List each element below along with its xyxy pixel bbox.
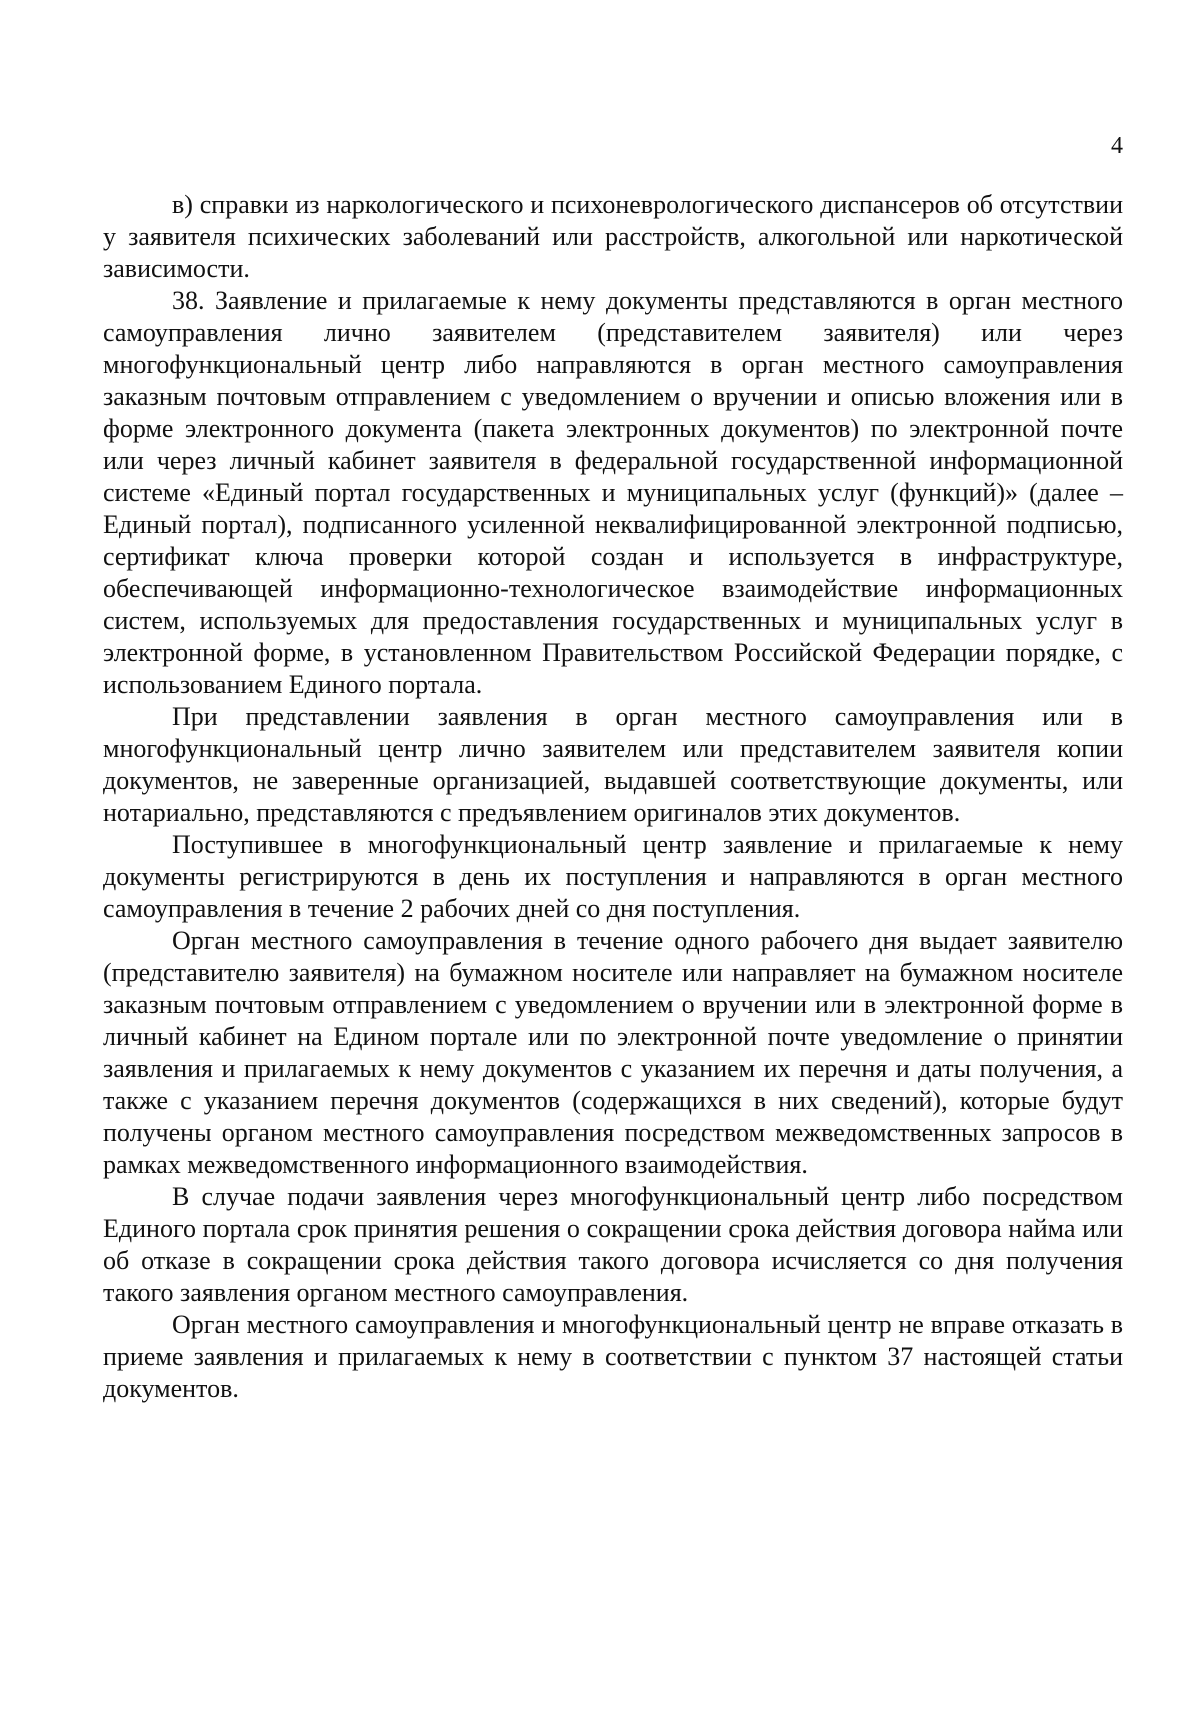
paragraph-clause-38: 38. Заявление и прилагаемые к нему документы представляются в орган местного самоуправления лично заявителем (представителем заявителя) или через многофункциональный центр либо направляются в орган местного самоуправления заказным почтовым отправлением с уведомлением о вручении и описью вложения или в форме электронного документа (пакета электронных документов) по электронной почте или через личный кабинет заявителя в федеральной государственной информационной системе «Единый портал государственных и муниципальных услуг (функций)» (далее – Единый портал), подписанного усиленной неквалифицированной электронной подписью, сертификат ключа проверки которой создан и используется в инфраструктуре, обеспечивающей информационно-технологическое взаимодействие информационных систем, используемых для предоставления государственных и муниципальных услуг в электронной форме, в установленном Правительством Российской Федерации порядке, с использованием Единого портала. (103, 286, 1123, 699)
paragraph-registration: Поступившее в многофункциональный центр заявление и прилагаемые к нему документы регистрируются в день их поступления и направляются в орган местного самоуправления в течение 2 рабочих дней со дня поступления. (103, 830, 1123, 923)
paragraph-notification: Орган местного самоуправления в течение одного рабочего дня выдает заявителю (представителю заявителя) на бумажном носителе или направляет на бумажном носителе заказным почтовым отправлением с уведомлением о вручении или в электронной форме в личный кабинет на Едином портале или по электронной почте уведомление о принятии заявления и прилагаемых к нему документов с указанием их перечня и даты получения, а также с указанием перечня документов (содержащихся в них сведений), которые будут получены органом местного самоуправления посредством межведомственных запросов в рамках межведомственного информационного взаимодействия. (103, 926, 1123, 1179)
paragraph-deadline: В случае подачи заявления через многофункциональный центр либо посредством Единого портала срок принятия решения о сокращении срока действия договора найма или об отказе в сокращении срока действия такого договора исчисляется со дня получения такого заявления органом местного самоуправления. (103, 1182, 1123, 1307)
paragraph-item-v: в) справки из наркологического и психоневрологического диспансеров об отсутствии у заявителя психических заболеваний или расстройств, алкогольной или наркотической зависимости. (103, 190, 1123, 283)
paragraph-copies: При представлении заявления в орган местного самоуправления или в многофункциональный центр лично заявителем или представителем заявителя копии документов, не заверенные организацией, выдавшей соответствующие документы, или нотариально, представляются с предъявлением оригиналов этих документов. (103, 702, 1123, 827)
paragraph-no-refusal: Орган местного самоуправления и многофункциональный центр не вправе отказать в приеме заявления и прилагаемых к нему в соответствии с пунктом 37 настоящей статьи документов. (103, 1310, 1123, 1403)
document-body (103, 189, 1123, 1405)
page-number: 4 (1111, 133, 1123, 159)
